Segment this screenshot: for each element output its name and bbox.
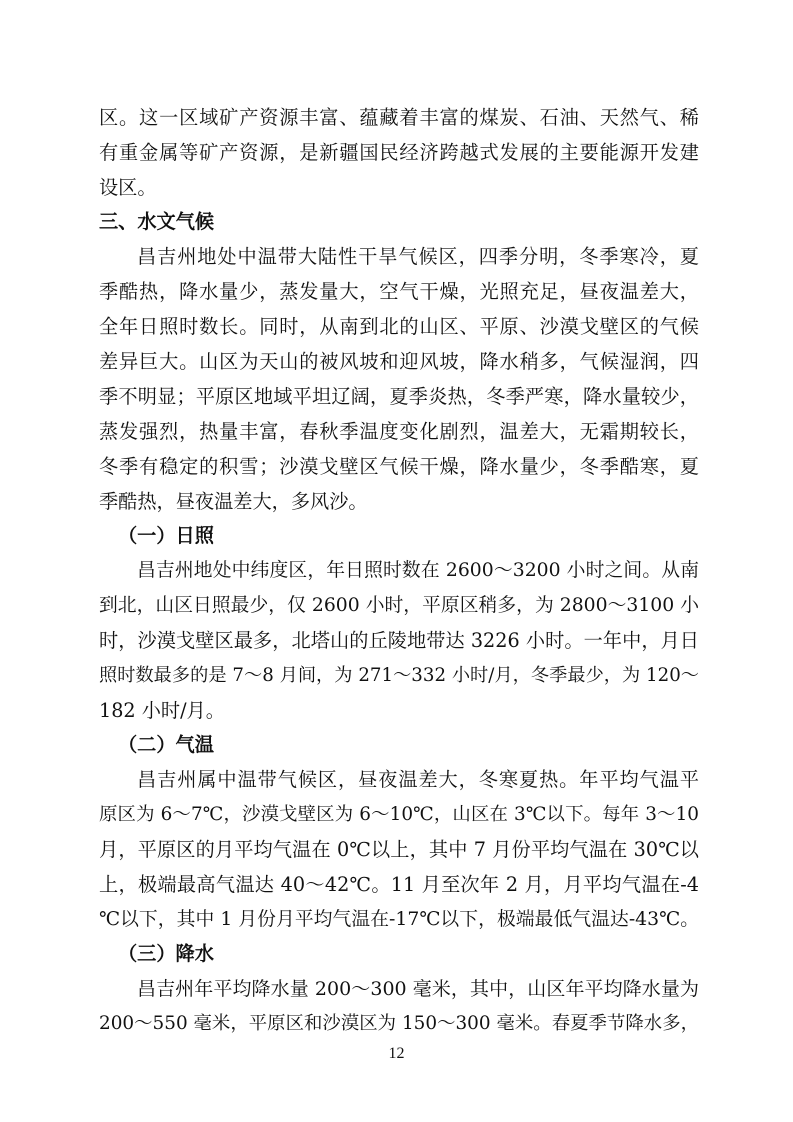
paragraph-line: 冬季有稳定的积雪；沙漠戈壁区气候干燥，降水量少，冬季酷寒，夏 — [99, 455, 699, 478]
subsection-heading-sunshine: （一）日照 — [118, 524, 214, 547]
paragraph-line: 月，平原区的月平均气温在 0℃以上，其中 7 月份平均气温在 30℃以 — [99, 838, 699, 861]
paragraph-line: 时，沙漠戈壁区最多，北塔山的丘陵地带达 3226 小时。一年中，月日 — [99, 629, 699, 652]
paragraph-line: 上，极端最高气温达 40～42℃。11 月至次年 2 月，月平均气温在-4 — [99, 873, 699, 896]
paragraph-line: 全年日照时数长。同时，从南到北的山区、平原、沙漠戈壁区的气候 — [99, 315, 699, 338]
paragraph-line: 原区为 6～7℃，沙漠戈壁区为 6～10℃，山区在 3℃以下。每年 3～10 — [99, 804, 699, 825]
paragraph-line: 有重金属等矿产资源，是新疆国民经济跨越式发展的主要能源开发建 — [99, 141, 699, 164]
subsection-heading-precipitation: （三）降水 — [118, 942, 214, 965]
paragraph-line: 区。这一区域矿产资源丰富、蕴藏着丰富的煤炭、石油、天然气、稀 — [99, 106, 699, 129]
paragraph-line: 设区。 — [99, 176, 157, 199]
paragraph-line: 季不明显；平原区地域平坦辽阔，夏季炎热，冬季严寒，降水量较少， — [99, 385, 699, 408]
paragraph-line: 昌吉州属中温带气候区，昼夜温差大，冬寒夏热。年平均气温平 — [137, 768, 699, 791]
paragraph-line: 200～550 毫米，平原区和沙漠区为 150～300 毫米。春夏季节降水多， — [99, 1013, 699, 1034]
paragraph-line: 季酷热，昼夜温差大，多风沙。 — [99, 490, 368, 513]
paragraph-line: 到北，山区日照最少，仅 2600 小时，平原区稍多，为 2800～3100 小 — [99, 595, 699, 616]
subsection-heading-temperature: （二）气温 — [118, 733, 214, 756]
section-heading-climate: 三、水文气候 — [99, 210, 215, 233]
paragraph-line: 差异巨大。山区为天山的被风坡和迎风坡，降水稍多，气候湿润，四 — [99, 350, 699, 373]
paragraph-line: 照时数最多的是 7～8 月间，为 271～332 小时/月，冬季最少，为 120～ — [99, 665, 699, 686]
page-number: 12 — [388, 1045, 405, 1062]
paragraph-line: 季酷热，降水量少，蒸发量大，空气干燥，光照充足，昼夜温差大， — [99, 280, 699, 303]
paragraph-line: 昌吉州地处中纬度区，年日照时数在 2600～3200 小时之间。从南 — [137, 560, 699, 581]
paragraph-line: 昌吉州地处中温带大陆性干旱气候区，四季分明，冬季寒冷，夏 — [137, 245, 699, 268]
paragraph-line: 蒸发强烈，热量丰富，春秋季温度变化剧烈，温差大，无霜期较长， — [99, 420, 699, 443]
paragraph-line: 182 小时/月。 — [99, 699, 225, 722]
paragraph-line: ℃以下，其中 1 月份月平均气温在-17℃以下，极端最低气温达-43℃。 — [99, 909, 699, 930]
paragraph-line: 昌吉州年平均降水量 200～300 毫米，其中，山区年平均降水量为 — [137, 978, 699, 1000]
